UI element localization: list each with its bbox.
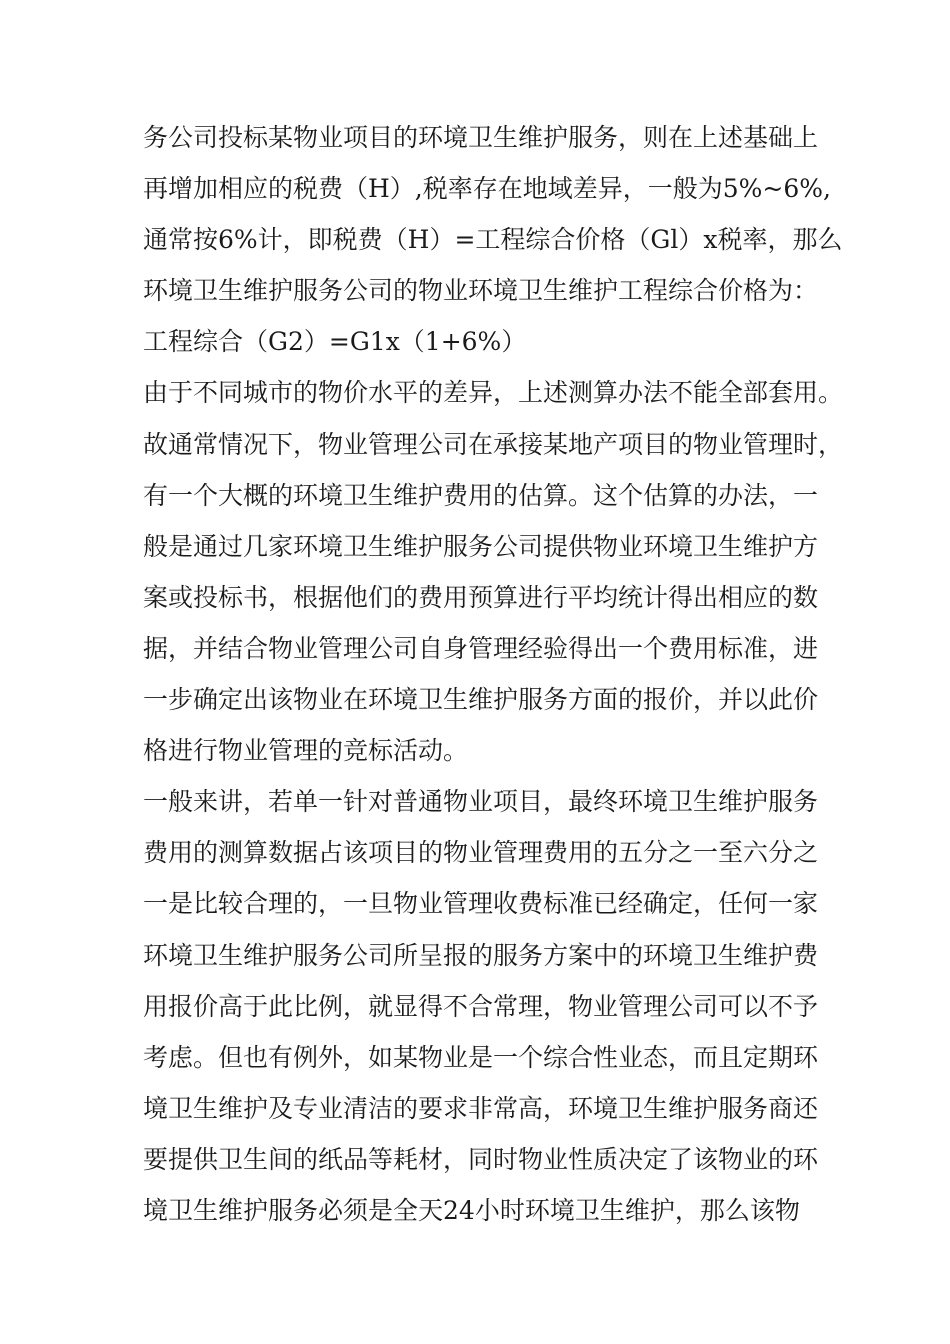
text-line: 费用的测算数据占该项目的物业管理费用的五分之一至六分之 xyxy=(143,838,819,868)
text-line: 由于不同城市的物价水平的差异，上述测算办法不能全部套用。 xyxy=(143,378,844,408)
text-line: 务公司投标某物业项目的环境卫生维护服务，则在上述基础上 xyxy=(143,123,819,152)
text-line: 一步确定出该物业在环境卫生维护服务方面的报价，并以此价 xyxy=(143,685,819,715)
text-line: 般是通过几家环境卫生维护服务公司提供物业环境卫生维护方 xyxy=(143,531,819,561)
text-line: 有一个大概的环境卫生维护费用的估算。这个估算的办法，一 xyxy=(143,480,819,510)
text-line: 境卫生维护及专业清洁的要求非常高，环境卫生维护服务商还 xyxy=(143,1093,819,1123)
body-text xyxy=(143,112,843,1236)
text-line: 环境卫生维护服务公司的物业环境卫生维护工程综合价格为： xyxy=(143,276,819,306)
formula-line: 工程综合（G2）=G1x（1+6%） xyxy=(143,327,527,357)
text-line: 一是比较合理的，一旦物业管理收费标准已经确定，任何一家 xyxy=(143,889,819,919)
text-line: 通常按6%计，即税费（H）=工程综合价格（Gl）x税率，那么 xyxy=(143,225,843,255)
text-line: 故通常情况下，物业管理公司在承接某地产项目的物业管理时， xyxy=(143,429,844,459)
text-line: 境卫生维护服务必须是全天24小时环境卫生维护，那么该物 xyxy=(143,1195,800,1225)
text-line: 考虑。但也有例外，如某物业是一个综合性业态，而且定期环 xyxy=(143,1042,819,1072)
text-line: 据，并结合物业管理公司自身管理经验得出一个费用标准，进 xyxy=(143,633,819,663)
text-line: 格进行物业管理的竞标活动。 xyxy=(143,736,469,766)
text-line: 一般来讲，若单一针对普通物业项目，最终环境卫生维护服务 xyxy=(143,787,819,817)
text-line: 环境卫生维护服务公司所呈报的服务方案中的环境卫生维护费 xyxy=(143,940,819,970)
text-line: 用报价高于此比例，就显得不合常理，物业管理公司可以不予 xyxy=(143,991,819,1021)
text-line: 再增加相应的税费（H）,税率存在地域差异，一般为5%~6%, xyxy=(143,174,831,204)
text-line: 案或投标书，根据他们的费用预算进行平均统计得出相应的数 xyxy=(143,582,819,612)
text-line: 要提供卫生间的纸品等耗材，同时物业性质决定了该物业的环 xyxy=(143,1144,819,1174)
